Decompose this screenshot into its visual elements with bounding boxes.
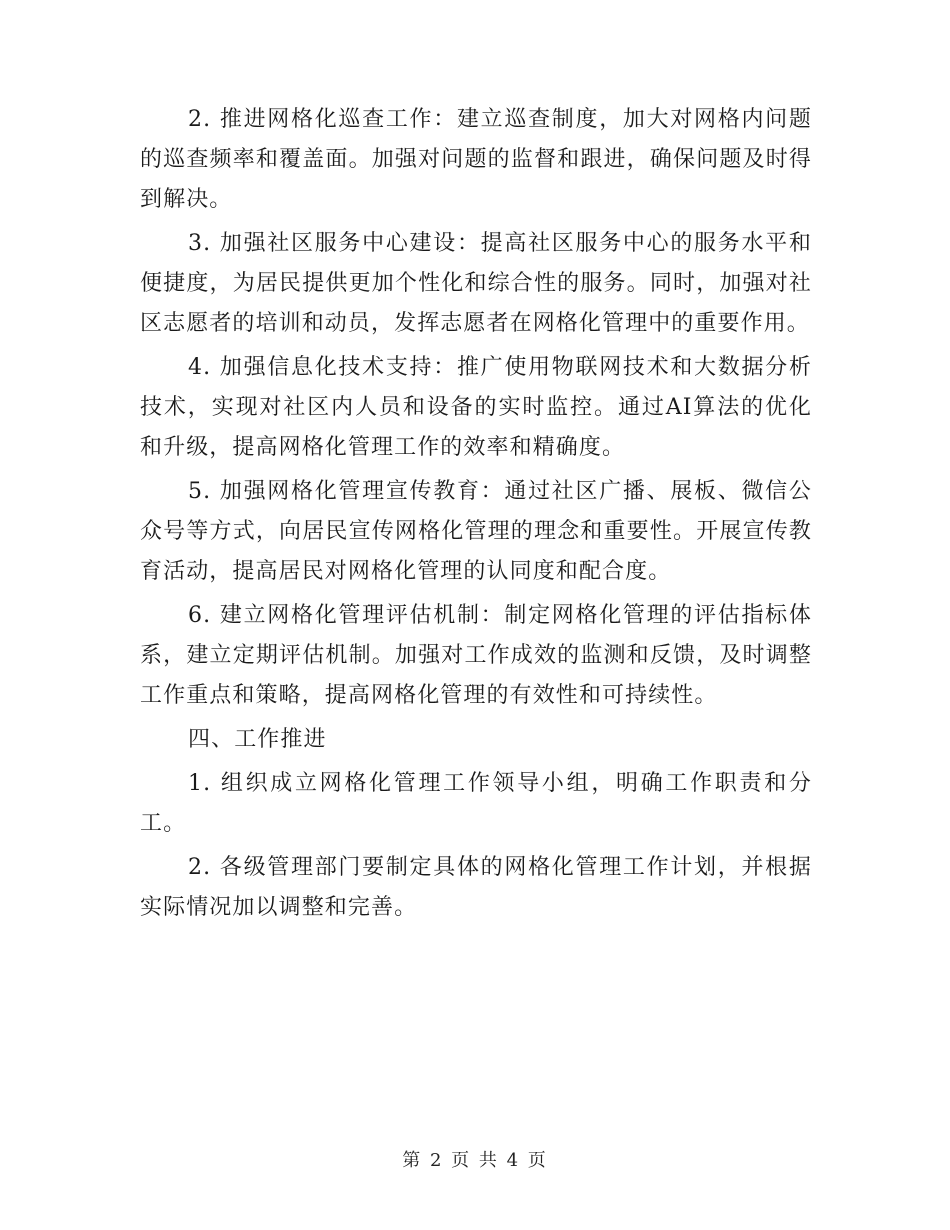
section-paragraph-2: 2. 各级管理部门要制定具体的网格化管理工作计划，并根据实际情况加以调整和完善。 xyxy=(140,855,812,920)
paragraph-item-4: 4. 加强信息化技术支持：推广使用物联网技术和大数据分析技术，实现对社区内人员和设备的实时监控。通过AI算法的优化和升级，提高网格化管理工作的效率和精确度。 xyxy=(140,355,812,460)
paragraph-item-3: 3. 加强社区服务中心建设：提高社区服务中心的服务水平和便捷度，为居民提供更加个性化和综合性的服务。同时，加强对社区志愿者的培训和动员，发挥志愿者在网格化管理中的重要作用。 xyxy=(140,231,812,336)
section-heading: 四、工作推进 xyxy=(188,727,327,752)
section-paragraph-1: 1. 组织成立网格化管理工作领导小组，明确工作职责和分工。 xyxy=(140,771,812,836)
paragraph-item-6: 6. 建立网格化管理评估机制：制定网格化管理的评估指标体系，建立定期评估机制。加强对工作成效的监测和反馈，及时调整工作重点和策略，提高网格化管理的有效性和可持续性。 xyxy=(140,603,812,708)
paragraph-item-5: 5. 加强网格化管理宣传教育：通过社区广播、展板、微信公众号等方式，向居民宣传网格化管理的理念和重要性。开展宣传教育活动，提高居民对网格化管理的认同度和配合度。 xyxy=(140,479,812,584)
document-body xyxy=(140,100,812,932)
paragraph-item-2: 2. 推进网格化巡查工作：建立巡查制度，加大对网格内问题的巡查频率和覆盖面。加强对问题的监督和跟进，确保问题及时得到解决。 xyxy=(140,107,812,212)
page-number-footer: 第 2 页 共 4 页 xyxy=(402,1150,548,1171)
